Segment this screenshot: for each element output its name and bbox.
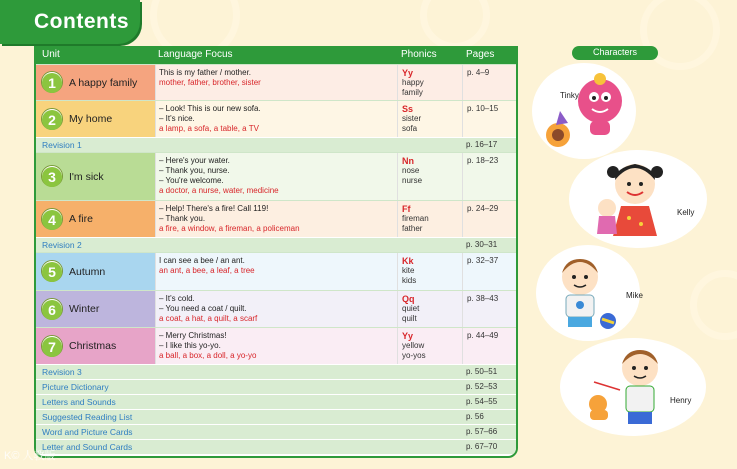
phonics-cell [397, 291, 462, 327]
language-line: I can see a bee / an ant. [159, 256, 245, 265]
unit-row [36, 152, 516, 200]
language-line: This is my father / mother. [159, 68, 252, 77]
phonics-word: yellow [402, 341, 425, 350]
language-focus-cell [155, 101, 397, 137]
section-label[interactable]: Revision 1 [42, 140, 82, 150]
section-pages: p. 52–53 [466, 382, 498, 391]
section-label[interactable]: Picture Dictionary [42, 382, 109, 392]
language-focus-cell [155, 153, 397, 200]
unit-row [36, 327, 516, 364]
phonics-word: happy [402, 78, 424, 87]
language-line: – I like this yo-yo. [159, 341, 221, 350]
unit-number-badge [41, 298, 63, 320]
section-pages: p. 57–66 [466, 427, 498, 436]
pages-cell: p. 38–43 [462, 291, 518, 327]
phonics-word: sofa [402, 124, 418, 133]
language-focus-cell [155, 291, 397, 327]
pages-cell: p. 4–9 [462, 65, 518, 100]
extra-section-row[interactable] [36, 424, 516, 439]
phonics-word: father [402, 224, 423, 233]
pages-cell: p. 18–23 [462, 153, 518, 200]
phonics-word: quiet [402, 304, 420, 313]
phonics-word: nose [402, 166, 420, 175]
unit-number: 6 [42, 300, 62, 320]
phonics-word: yo-yos [402, 351, 426, 360]
phonics-cell [397, 65, 462, 100]
section-pages: p. 67–70 [466, 442, 498, 451]
vocabulary-line: mother, father, brother, sister [159, 78, 261, 87]
mike-illustration-icon [536, 245, 640, 341]
unit-name: I'm sick [69, 170, 104, 183]
language-line: – Help! There's a fire! Call 119! [159, 204, 269, 213]
phonics-cell [397, 153, 462, 200]
language-line: – Look! This is our new sofa. [159, 104, 261, 113]
unit-number: 5 [42, 262, 62, 282]
phonics-letter: Ff [402, 204, 411, 214]
phonics-word: kids [402, 276, 417, 285]
phonics-word: fireman [402, 214, 429, 223]
unit-number-badge [41, 165, 63, 187]
phonics-word: quilt [402, 314, 417, 323]
unit-cell [36, 153, 155, 200]
extra-section-row[interactable] [36, 394, 516, 409]
language-line: – You need a coat / quilt. [159, 304, 247, 313]
contents-title-tab [0, 0, 140, 44]
table-header [36, 48, 516, 64]
unit-number-badge [41, 71, 63, 93]
section-label[interactable]: Revision 3 [42, 367, 82, 377]
language-line: – It's cold. [159, 294, 195, 303]
unit-row [36, 100, 516, 137]
pages-cell: p. 24–29 [462, 201, 518, 237]
bg-circle [420, 0, 490, 50]
section-pages: p. 54–55 [466, 397, 498, 406]
extra-section-row[interactable] [36, 439, 516, 454]
header-unit: Unit [42, 49, 60, 60]
language-focus-cell [155, 328, 397, 364]
unit-number: 1 [42, 73, 62, 93]
kelly-illustration-icon [569, 150, 707, 248]
unit-cell [36, 328, 155, 364]
phonics-letter: Yy [402, 331, 414, 341]
unit-number: 4 [42, 210, 62, 230]
character-name-tinky: Tinky [560, 91, 579, 100]
unit-name: A happy family [69, 76, 138, 89]
vocabulary-line: a fire, a window, a fireman, a policeman [159, 224, 300, 233]
section-label[interactable]: Word and Picture Cards [42, 427, 133, 437]
phonics-letter: Qq [402, 294, 415, 304]
section-pages: p. 30–31 [466, 240, 498, 249]
language-line: – Thank you. [159, 214, 206, 223]
revision-row[interactable] [36, 237, 516, 252]
unit-number-badge [41, 108, 63, 130]
unit-number: 7 [42, 337, 62, 357]
pages-cell: p. 44–49 [462, 328, 518, 364]
pages-cell: p. 10–15 [462, 101, 518, 137]
character-oval-tinky [532, 63, 636, 159]
character-name-henry: Henry [670, 396, 692, 405]
section-label[interactable]: Letters and Sounds [42, 397, 116, 407]
section-label[interactable]: Letter and Sound Cards [42, 442, 133, 452]
unit-cell [36, 201, 155, 237]
unit-name: Autumn [69, 265, 106, 278]
contents-table [34, 46, 518, 458]
unit-number: 3 [42, 167, 62, 187]
language-focus-cell [155, 253, 397, 290]
phonics-word: kite [402, 266, 415, 275]
unit-name: A fire [69, 213, 93, 225]
language-focus-cell [155, 65, 397, 100]
section-label[interactable]: Suggested Reading List [42, 412, 133, 422]
unit-number: 2 [42, 110, 62, 130]
phonics-letter: Yy [402, 68, 414, 78]
unit-row [36, 290, 516, 327]
unit-cell [36, 291, 155, 327]
extra-section-row[interactable] [36, 364, 516, 379]
unit-cell [36, 101, 155, 137]
phonics-cell [397, 101, 462, 137]
extra-section-row[interactable] [36, 409, 516, 424]
unit-number-badge [41, 260, 63, 282]
header-language-focus: Language Focus [158, 49, 233, 60]
phonics-cell [397, 253, 462, 290]
vocabulary-line: a doctor, a nurse, water, medicine [159, 186, 279, 195]
henry-illustration-icon [560, 338, 706, 436]
phonics-letter: Kk [402, 256, 414, 266]
unit-name: Christmas [69, 340, 117, 352]
vocabulary-line: an ant, a bee, a leaf, a tree [159, 266, 255, 275]
unit-number-badge [41, 335, 63, 357]
section-pages: p. 50–51 [466, 367, 498, 376]
page-title: Contents [34, 10, 129, 33]
language-line: – It's nice. [159, 114, 195, 123]
language-line: – Here's your water. [159, 156, 230, 165]
bg-circle [690, 270, 737, 340]
vocabulary-line: a lamp, a sofa, a table, a TV [159, 124, 259, 133]
header-pages: Pages [466, 49, 495, 60]
unit-name: My home [69, 113, 113, 125]
language-line: – Merry Christmas! [159, 331, 227, 340]
character-name-kelly: Kelly [677, 208, 695, 217]
section-pages: p. 16–17 [466, 140, 498, 149]
phonics-letter: Nn [402, 156, 414, 166]
section-label[interactable]: Revision 2 [42, 240, 82, 250]
phonics-cell [397, 328, 462, 364]
unit-row [36, 64, 516, 100]
tinky-illustration-icon [532, 63, 636, 159]
header-phonics: Phonics [401, 49, 437, 60]
unit-cell [36, 65, 155, 100]
unit-row [36, 252, 516, 290]
section-pages: p. 56 [466, 412, 484, 421]
unit-row [36, 200, 516, 237]
character-oval-henry [560, 338, 706, 436]
character-oval-kelly [569, 150, 707, 248]
characters-tab [572, 46, 658, 60]
vocabulary-line: a coat, a hat, a quilt, a scarf [159, 314, 258, 323]
vocabulary-line: a ball, a box, a doll, a yo-yo [159, 351, 257, 360]
characters-title: Characters [592, 47, 637, 57]
phonics-word: family [402, 88, 423, 97]
phonics-letter: Ss [402, 104, 414, 114]
language-line: – Thank you, nurse. [159, 166, 230, 175]
language-line: – You're welcome. [159, 176, 224, 185]
extra-section-row[interactable] [36, 379, 516, 394]
unit-number-badge [41, 208, 63, 230]
phonics-word: sister [402, 114, 422, 123]
unit-cell [36, 253, 155, 290]
unit-name: Winter [69, 303, 100, 315]
phonics-word: nurse [402, 176, 423, 185]
revision-row[interactable] [36, 137, 516, 152]
phonics-cell [397, 201, 462, 237]
watermark: K© 人教版 [4, 450, 56, 462]
character-oval-mike [536, 245, 643, 341]
language-focus-cell [155, 201, 397, 237]
character-name-mike: Mike [626, 291, 643, 300]
pages-cell: p. 32–37 [462, 253, 518, 290]
